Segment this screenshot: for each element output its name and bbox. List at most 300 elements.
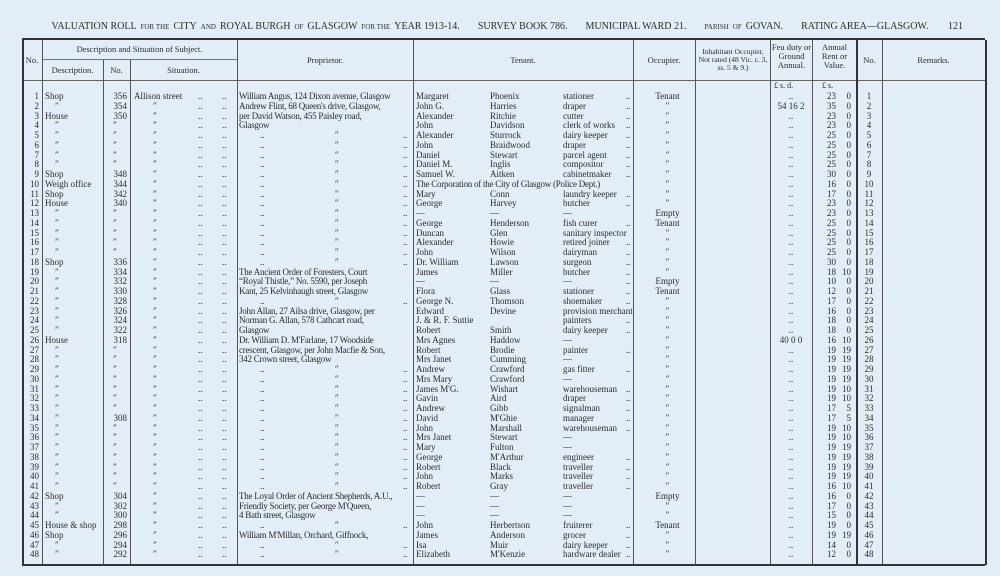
tenant-surname: Gibb — [490, 403, 508, 413]
row-number: 46 — [30, 529, 39, 540]
leader-dots: .. — [198, 344, 203, 355]
title-part: VALUATION ROLL — [51, 21, 137, 32]
leader-dots: .. — [260, 461, 265, 472]
occupier-status: ″ — [665, 373, 670, 384]
rent-shillings: 0 — [846, 100, 851, 111]
situation-ditto: ″ — [153, 471, 157, 482]
rent-shillings: 10 — [842, 334, 851, 345]
leader-dots: .. — [260, 471, 265, 482]
leader-dots: .. — [260, 178, 265, 189]
header-remarks: Remarks. — [917, 54, 950, 65]
feu-duty: .. — [788, 198, 794, 209]
rent-shillings: 5 — [846, 403, 851, 413]
rent-shillings: 10 — [842, 266, 851, 277]
proprietor: Friendly Society, per George M'Queen, — [239, 500, 372, 511]
leader-dots: .. — [626, 120, 631, 131]
header-description: Description. — [51, 64, 94, 75]
street-number: 350 — [113, 110, 127, 121]
row-number: 30 — [30, 373, 39, 384]
feu-duty: .. — [788, 178, 794, 189]
leader-dots: .. — [198, 139, 203, 150]
description-ditto: ″ — [55, 549, 59, 560]
leader-dots: .. — [260, 539, 265, 550]
table-row — [0, 315, 1000, 325]
title-part: PARISH — [704, 23, 729, 31]
situation-ditto: ″ — [153, 325, 157, 335]
tenant-first-name: George N. — [416, 295, 454, 306]
feu-duty: 40 0 0 — [779, 334, 803, 345]
table-row — [0, 169, 1000, 179]
row-number-right: 32 — [864, 393, 874, 404]
leader-dots: .. — [222, 120, 227, 131]
rent-pounds: 10 — [827, 276, 836, 287]
header-annual-rent: Annual Rent or Value. — [821, 41, 848, 70]
rent-pounds: 30 — [827, 169, 836, 179]
situation-ditto: ″ — [153, 286, 157, 296]
title-part: MUNICIPAL WARD 21. — [585, 21, 687, 32]
tenant-surname: Henderson — [490, 217, 529, 228]
proprietor-ditto: ″ — [335, 217, 339, 228]
table-row — [0, 159, 1000, 169]
row-number: 6 — [34, 139, 39, 150]
tenant-occupation: fruiterer — [563, 520, 593, 530]
tenant-first-name: David — [416, 412, 438, 423]
title-part: OF — [732, 23, 742, 31]
rent-pounds: 19 — [827, 471, 836, 482]
rent-shillings: 10 — [842, 481, 851, 491]
description-ditto: ″ — [55, 471, 59, 482]
proprietor: Norman G. Allan, 578 Cathcart road, — [239, 315, 364, 326]
leader-dots: .. — [403, 247, 408, 257]
row-number-right: 39 — [864, 461, 874, 472]
leader-dots: .. — [222, 315, 227, 326]
street-number: ″ — [113, 139, 117, 150]
rent-shillings: 19 — [842, 364, 851, 374]
table-row — [0, 267, 1000, 277]
table-row — [0, 384, 1000, 394]
table-row — [0, 452, 1000, 462]
leader-dots: .. — [403, 217, 408, 228]
occupier-status: ″ — [665, 344, 670, 355]
row-number: 47 — [30, 539, 39, 550]
row-number-right: 48 — [864, 549, 874, 560]
street-number: 304 — [113, 490, 127, 501]
tenant-first-name: John — [416, 247, 434, 257]
tenant-occupation: dairyman — [563, 247, 597, 257]
leader-dots: .. — [198, 471, 203, 482]
rent-shillings: 0 — [846, 149, 851, 160]
table-row — [0, 345, 1000, 355]
leader-dots: .. — [198, 529, 203, 540]
proprietor-ditto: ″ — [335, 188, 339, 199]
row-number: 22 — [30, 295, 39, 306]
rent-shillings: 0 — [846, 490, 851, 501]
proprietor: Kant, 25 Kelvinhaugh street, Glasgow — [239, 286, 368, 296]
feu-duty: .. — [788, 529, 794, 540]
leader-dots: .. — [198, 481, 203, 491]
leader-dots: .. — [198, 286, 203, 296]
description-ditto: ″ — [55, 276, 59, 287]
street-number: ″ — [113, 471, 117, 482]
leader-dots: .. — [198, 373, 203, 384]
proprietor-ditto: ″ — [335, 451, 339, 462]
leader-dots: .. — [626, 217, 631, 228]
leader-dots: .. — [260, 432, 265, 443]
leader-dots: .. — [222, 510, 227, 521]
leader-dots: .. — [198, 227, 203, 238]
rent-pounds: 25 — [827, 130, 836, 140]
table-row — [0, 442, 1000, 452]
table-row — [0, 491, 1000, 501]
rent-pounds: 23 — [827, 198, 836, 209]
leader-dots: .. — [626, 139, 631, 150]
street-number: 336 — [113, 256, 127, 267]
description-ditto: ″ — [55, 130, 59, 140]
leader-dots: .. — [403, 169, 408, 179]
row-number: 24 — [30, 315, 39, 326]
feu-duty: .. — [788, 354, 794, 365]
tenant-surname: Gray — [490, 481, 508, 491]
feu-duty: .. — [788, 510, 794, 521]
leader-dots: .. — [222, 276, 227, 287]
rent-pounds: 16 — [827, 490, 836, 501]
feu-duty: .. — [788, 208, 794, 218]
row-number: 21 — [30, 286, 39, 296]
situation-ditto: ″ — [153, 510, 157, 521]
row-number: 26 — [30, 334, 39, 345]
description-ditto: ″ — [55, 120, 59, 131]
rent-shillings: 0 — [846, 188, 851, 199]
leader-dots: .. — [222, 393, 227, 404]
feu-duty: .. — [788, 256, 794, 267]
rent-shillings: 19 — [842, 442, 851, 452]
rent-pounds: 17 — [827, 188, 836, 199]
tenant-surname: — — [490, 510, 499, 521]
title-part: GLASGOW — [307, 21, 358, 32]
row-number-right: 40 — [864, 471, 874, 482]
occupier-status: ″ — [665, 295, 670, 306]
tenant-occupation: draper — [563, 100, 586, 111]
leader-dots: .. — [403, 208, 408, 218]
feu-duty: .. — [788, 364, 794, 374]
rent-pounds: 17 — [827, 295, 836, 306]
situation-ditto: ″ — [153, 451, 157, 462]
occupier-status: ″ — [665, 315, 670, 326]
tenant-surname: Stewart — [490, 432, 518, 443]
tenant-surname: Harvey — [490, 198, 517, 209]
situation-ditto: ″ — [153, 442, 157, 452]
leader-dots: .. — [222, 490, 227, 501]
situation-ditto: ″ — [153, 149, 157, 160]
tenant-occupation: dairy keeper — [563, 539, 608, 550]
feu-duty: .. — [788, 481, 794, 491]
proprietor-ditto: ″ — [335, 520, 339, 530]
rent-shillings: 0 — [846, 178, 851, 189]
leader-dots: .. — [626, 247, 631, 257]
leader-dots: .. — [626, 422, 631, 433]
table-bottom-rule — [22, 564, 985, 566]
tenant-first-name: George — [416, 198, 443, 209]
description-ditto: ″ — [55, 149, 59, 160]
feu-duty: .. — [788, 276, 794, 287]
situation-ditto: ″ — [153, 247, 157, 257]
proprietor-ditto: ″ — [335, 539, 339, 550]
description-ditto: ″ — [55, 422, 59, 433]
proprietor-ditto: ″ — [335, 139, 339, 150]
row-number: 11 — [30, 188, 39, 199]
street-number: ″ — [113, 120, 117, 131]
rent-pounds: 16 — [827, 481, 836, 491]
tenant-first-name: The Corporation of the City of Glasgow (Police Dept.) — [416, 178, 600, 189]
leader-dots: .. — [198, 198, 203, 209]
leader-dots: .. — [198, 403, 203, 413]
row-number-right: 31 — [864, 383, 874, 394]
description-ditto: ″ — [55, 237, 59, 248]
row-number-right: 7 — [866, 149, 872, 160]
rent-shillings: 0 — [846, 169, 851, 179]
row-number-right: 27 — [864, 344, 874, 355]
occupier-status: ″ — [665, 247, 670, 257]
leader-dots: .. — [403, 139, 408, 150]
street-number: ″ — [113, 159, 117, 170]
situation-ditto: ″ — [153, 520, 157, 530]
tenant-occupation: shoemaker — [563, 295, 602, 306]
rent-pounds: 19 — [827, 354, 836, 365]
tenant-occupation: traveller — [563, 481, 593, 491]
leader-dots: .. — [222, 256, 227, 267]
leader-dots: .. — [626, 325, 631, 335]
table-row — [0, 393, 1000, 403]
tenant-occupation: engineer — [563, 451, 594, 462]
situation-ditto: ″ — [153, 256, 157, 267]
feu-duty: .. — [788, 169, 794, 179]
leader-dots: .. — [198, 412, 203, 423]
leader-dots: .. — [403, 130, 408, 140]
leader-dots: .. — [403, 412, 408, 423]
leader-dots: .. — [198, 100, 203, 111]
table-row — [0, 403, 1000, 413]
rent-pounds: 23 — [827, 91, 836, 101]
leader-dots: .. — [403, 149, 408, 160]
street-number: 298 — [113, 520, 127, 530]
tenant-first-name: Robert — [416, 344, 441, 355]
leader-dots: .. — [198, 442, 203, 452]
header-tenant: Tenant. — [510, 54, 536, 65]
proprietor-ditto: ″ — [335, 461, 339, 472]
row-number-right: 20 — [864, 276, 874, 287]
table-row — [0, 335, 1000, 345]
rent-pounds: 19 — [827, 383, 836, 394]
leader-dots: .. — [403, 520, 408, 530]
feu-duty: .. — [788, 110, 794, 121]
occupier-status: ″ — [665, 432, 670, 443]
street-number: 322 — [113, 325, 127, 335]
situation-ditto: ″ — [153, 120, 157, 131]
tenant-surname: Miller — [490, 266, 513, 277]
table-row — [0, 130, 1000, 140]
rent-shillings: 10 — [842, 422, 851, 433]
row-number: 48 — [30, 549, 39, 560]
rent-shillings: 0 — [846, 315, 851, 326]
proprietor-ditto: ″ — [335, 130, 339, 140]
occupier-status: ″ — [665, 539, 670, 550]
leader-dots: .. — [260, 422, 265, 433]
proprietor: The Ancient Order of Foresters, Court — [239, 266, 368, 277]
leader-dots: .. — [198, 159, 203, 170]
description-ditto: ″ — [55, 315, 59, 326]
occupier-status: ″ — [665, 120, 670, 131]
tenant-first-name: John G. — [416, 100, 445, 111]
table-row — [0, 179, 1000, 189]
occupier-status: ″ — [665, 227, 670, 238]
tenant-first-name: Samuel W. — [416, 169, 456, 179]
rent-shillings: 0 — [846, 510, 851, 521]
proprietor-ditto: ″ — [335, 393, 339, 404]
situation-ditto: ″ — [153, 393, 157, 404]
rent-pounds: 17 — [827, 412, 836, 423]
table-row — [0, 189, 1000, 199]
leader-dots: .. — [198, 247, 203, 257]
row-number-right: 26 — [864, 334, 874, 345]
rent-shillings: 19 — [842, 451, 851, 462]
situation-ditto: ″ — [153, 490, 157, 501]
rent-shillings: 0 — [846, 276, 851, 287]
leader-dots: .. — [198, 422, 203, 433]
title-part: CITY — [173, 21, 197, 32]
row-number-right: 2 — [866, 100, 872, 111]
tenant-surname: Marks — [490, 471, 513, 482]
situation-ditto: ″ — [153, 169, 157, 179]
proprietor-ditto: ″ — [335, 159, 339, 170]
rent-shillings: 5 — [846, 412, 851, 423]
occupier-status: ″ — [665, 529, 670, 540]
leader-dots: .. — [222, 110, 227, 121]
rent-pounds: 25 — [827, 217, 836, 228]
tenant-occupation: — — [563, 373, 572, 384]
rent-pounds: 25 — [827, 159, 836, 170]
tenant-first-name: John — [416, 422, 434, 433]
leader-dots: .. — [222, 178, 227, 189]
feu-duty: .. — [788, 383, 794, 394]
table-row — [0, 237, 1000, 247]
situation-ditto: ″ — [153, 549, 157, 560]
occupier-status: ″ — [665, 139, 670, 150]
leader-dots: .. — [260, 247, 265, 257]
description-ditto: ″ — [55, 510, 59, 521]
leader-dots: .. — [260, 256, 265, 267]
situation-ditto: ″ — [153, 354, 157, 365]
situation-ditto: ″ — [153, 295, 157, 306]
tenant-surname: M'Kenzie — [490, 549, 526, 560]
leader-dots: .. — [626, 110, 631, 121]
table-row — [0, 423, 1000, 433]
leader-dots: .. — [626, 461, 631, 472]
tenant-occupation: fish curer — [563, 217, 598, 228]
leader-dots: .. — [222, 403, 227, 413]
tenant-surname: — — [490, 500, 499, 511]
tenant-first-name: James M'G. — [416, 383, 459, 394]
tenant-first-name: Mrs Agnes — [416, 334, 456, 345]
row-number: 42 — [30, 490, 39, 501]
leader-dots: .. — [222, 422, 227, 433]
leader-dots: .. — [198, 120, 203, 131]
tenant-surname: Aitken — [490, 169, 515, 179]
rent-shillings: 0 — [846, 217, 851, 228]
tenant-surname: — — [490, 490, 499, 501]
table-row — [0, 510, 1000, 520]
occupier-status: Tenant — [655, 217, 680, 228]
proprietor-ditto: ″ — [335, 198, 339, 209]
rent-pounds: 25 — [827, 237, 836, 248]
leader-dots: .. — [222, 100, 227, 111]
leader-dots: .. — [260, 364, 265, 374]
tenant-occupation: clerk of works — [563, 120, 615, 131]
leader-dots: .. — [198, 266, 203, 277]
street-number: ″ — [113, 247, 117, 257]
leader-dots: .. — [403, 393, 408, 404]
row-number-right: 46 — [864, 529, 874, 540]
situation-ditto: ″ — [153, 500, 157, 511]
leader-dots: .. — [222, 149, 227, 160]
row-number-right: 30 — [864, 373, 874, 384]
rent-shillings: 0 — [846, 325, 851, 335]
rent-pounds: 16 — [827, 334, 836, 345]
leader-dots: .. — [222, 539, 227, 550]
tenant-surname: Smith — [490, 325, 512, 335]
rent-shillings: 19 — [842, 461, 851, 472]
occupier-status: ″ — [665, 149, 670, 160]
table-row — [0, 276, 1000, 286]
leader-dots: .. — [222, 461, 227, 472]
description-ditto: ″ — [55, 325, 59, 335]
proprietor-ditto: ″ — [335, 432, 339, 443]
occupier-status: ″ — [665, 461, 670, 472]
tenant-first-name: John — [416, 471, 434, 482]
tenant-surname: Stewart — [490, 149, 518, 160]
table-row — [0, 520, 1000, 530]
leader-dots: .. — [198, 451, 203, 462]
tenant-first-name: Margaret — [416, 91, 449, 101]
description-ditto: ″ — [55, 539, 59, 550]
occupier-status: Tenant — [655, 91, 680, 101]
table-row — [0, 101, 1000, 111]
row-number: 29 — [30, 364, 39, 374]
header-no-right: No. — [863, 54, 876, 65]
situation-ditto: ″ — [153, 315, 157, 326]
proprietor: crescent, Glasgow, per John Macfie & Son, — [239, 344, 385, 355]
situation-ditto: ″ — [153, 276, 157, 287]
header-proprietor: Proprietor. — [306, 54, 344, 65]
leader-dots: .. — [198, 500, 203, 511]
feu-duty: .. — [788, 471, 794, 482]
tenant-occupation: grocer — [563, 529, 586, 540]
row-number: 4 — [34, 120, 39, 131]
situation-ditto: ″ — [153, 334, 157, 345]
row-number: 36 — [30, 432, 39, 443]
street-number: ″ — [113, 208, 117, 218]
proprietor: Andrew Flint, 68 Queen's drive, Glasgow, — [239, 100, 381, 111]
feu-duty: .. — [788, 266, 794, 277]
leader-dots: .. — [260, 549, 265, 560]
leader-dots: .. — [198, 295, 203, 306]
leader-dots: .. — [403, 539, 408, 550]
tenant-first-name: John — [416, 520, 434, 530]
leader-dots: .. — [403, 471, 408, 482]
description-ditto: ″ — [55, 217, 59, 228]
tenant-surname: Wishart — [490, 383, 519, 394]
leader-dots: .. — [626, 91, 631, 101]
feu-duty: .. — [788, 500, 794, 511]
